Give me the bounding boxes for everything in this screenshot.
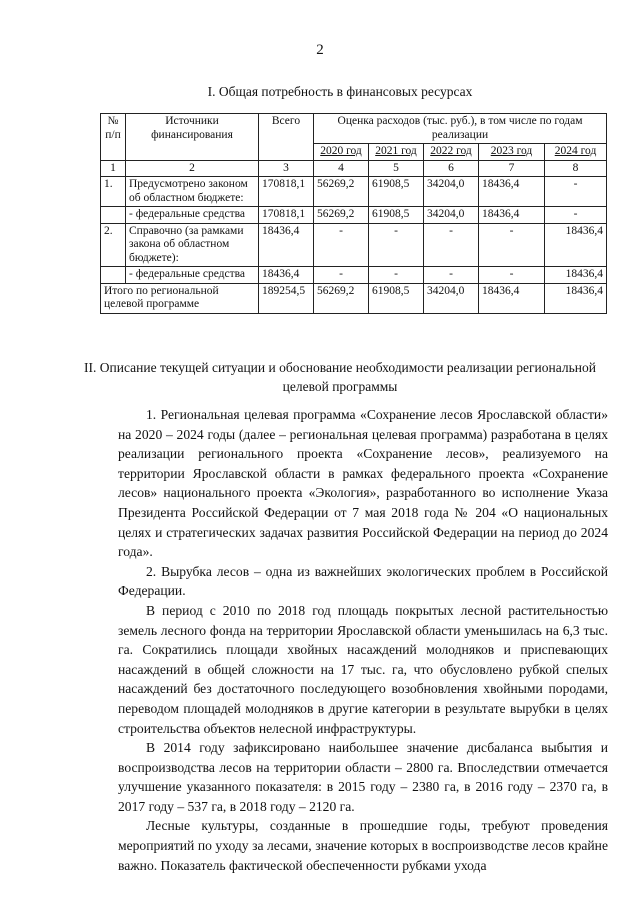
row-num: 2. — [101, 223, 126, 267]
total-value: 56269,2 — [314, 283, 369, 313]
row-value: - — [369, 267, 424, 284]
col-number: 8 — [545, 160, 607, 177]
row-value: - — [479, 267, 545, 284]
row-total: 18436,4 — [259, 223, 314, 267]
page-number: 2 — [316, 42, 324, 58]
row-num — [101, 207, 126, 224]
total-value: 61908,5 — [369, 283, 424, 313]
table-row — [101, 267, 607, 284]
row-value: 18436,4 — [479, 207, 545, 224]
header-source: Источники финансирования — [126, 114, 259, 161]
row-total: 170818,1 — [259, 177, 314, 207]
row-value: 34204,0 — [424, 177, 479, 207]
total-value: 18436,4 — [545, 283, 607, 313]
header-year: 2020 год — [314, 144, 369, 161]
total-value: 34204,0 — [424, 283, 479, 313]
row-value: 18436,4 — [479, 177, 545, 207]
row-source: Справочно (за рамками закона об областном бюджете): — [126, 223, 259, 267]
table-colnum-row — [101, 160, 607, 177]
header-num: № п/п — [101, 114, 126, 161]
row-value: 34204,0 — [424, 207, 479, 224]
row-value: 56269,2 — [314, 207, 369, 224]
row-value: - — [479, 223, 545, 267]
row-source: - федеральные средства — [126, 267, 259, 284]
section-1-title: I. Общая потребность в финансовых ресурсах — [207, 84, 473, 99]
row-value: - — [545, 177, 607, 207]
total-value: 18436,4 — [479, 283, 545, 313]
total-sum: 189254,5 — [259, 283, 314, 313]
row-total: 170818,1 — [259, 207, 314, 224]
paragraph: 2. Вырубка лесов – одна из важнейших экологических проблем в Российской Федерации. — [118, 563, 608, 599]
header-year: 2023 год — [479, 144, 545, 161]
col-number: 3 — [259, 160, 314, 177]
paragraph: Лесные культуры, созданные в прошедшие годы, требуют проведения мероприятий по уходу за лесами, значение которых в воспроизводстве лесов крайне важно. Показатель фактической обеспеченности рубками ухода — [118, 818, 608, 873]
paragraph: В 2014 году зафиксировано наибольшее значение дисбаланса выбытия и воспроизводства лесов на территории области – 2800 га. Впоследствии отмечается улучшение указанного показателя: в 2015 году – 2380 га, в 2016 году – 2370 га, в 2017 году – 537 га, в 2018 году – 2120 га. — [118, 740, 608, 814]
row-value: - — [314, 267, 369, 284]
table-row — [101, 177, 607, 207]
row-value: - — [424, 223, 479, 267]
table-row — [101, 207, 607, 224]
section-2-title: II. Описание текущей ситуации и обоснование необходимости реализации региональной целевой программы — [84, 360, 596, 394]
table-total-row — [101, 283, 607, 313]
table-row — [101, 223, 607, 267]
row-value: 61908,5 — [369, 207, 424, 224]
paragraph: 1. Региональная целевая программа «Сохранение лесов Ярославской области» на 2020 – 2024 годы (далее – региональная целевая программа) разработана в целях реализации регионального проекта «Сохранение лесов», реализуемого на территории Ярославской области в рамках федерального проекта «Сохранение лесов» национального проекта «Экология», разработанного во исполнение Указа Президента Российской Федерации от 7 мая 2018 года № 204 «О национальных целях и стратегических задачах развития Российской Федерации на период до 2024 года». — [118, 407, 608, 560]
col-number: 4 — [314, 160, 369, 177]
row-value: - — [545, 207, 607, 224]
row-source: Предусмотрено законом об областном бюджете: — [126, 177, 259, 207]
row-num — [101, 267, 126, 284]
col-number: 5 — [369, 160, 424, 177]
header-year: 2022 год — [424, 144, 479, 161]
body-text — [118, 405, 608, 875]
row-value: - — [424, 267, 479, 284]
row-num: 1. — [101, 177, 126, 207]
header-year: 2021 год — [369, 144, 424, 161]
row-total: 18436,4 — [259, 267, 314, 284]
row-value: 56269,2 — [314, 177, 369, 207]
col-number: 7 — [479, 160, 545, 177]
col-number: 1 — [101, 160, 126, 177]
row-value: 18436,4 — [545, 223, 607, 267]
row-source: - федеральные средства — [126, 207, 259, 224]
header-year: 2024 год — [545, 144, 607, 161]
col-number: 6 — [424, 160, 479, 177]
row-value: - — [314, 223, 369, 267]
row-value: - — [369, 223, 424, 267]
header-total: Всего — [259, 114, 314, 161]
row-value: 61908,5 — [369, 177, 424, 207]
total-label: Итого по региональной целевой программе — [101, 283, 259, 313]
table-header-row — [101, 114, 607, 144]
header-estimate: Оценка расходов (тыс. руб.), в том числе по годам реализации — [314, 114, 607, 144]
financing-table — [100, 113, 607, 314]
paragraph: В период с 2010 по 2018 год площадь покрытых лесной растительностью земель лесного фонда на территории Ярославской области уменьшилась на 6,3 тыс. га. Сократились площади хвойных насаждений молодняков и приспевающих насаждений в общей сложности на 17 тыс. га, что обусловлено рубкой спелых насаждений без достаточного последующего возобновления хвойными породами, переводом площадей молодняков в другие категории в результате вырубки в целях строительства объектов нелесной инфраструктуры. — [118, 602, 608, 736]
col-number: 2 — [126, 160, 259, 177]
row-value: 18436,4 — [545, 267, 607, 284]
